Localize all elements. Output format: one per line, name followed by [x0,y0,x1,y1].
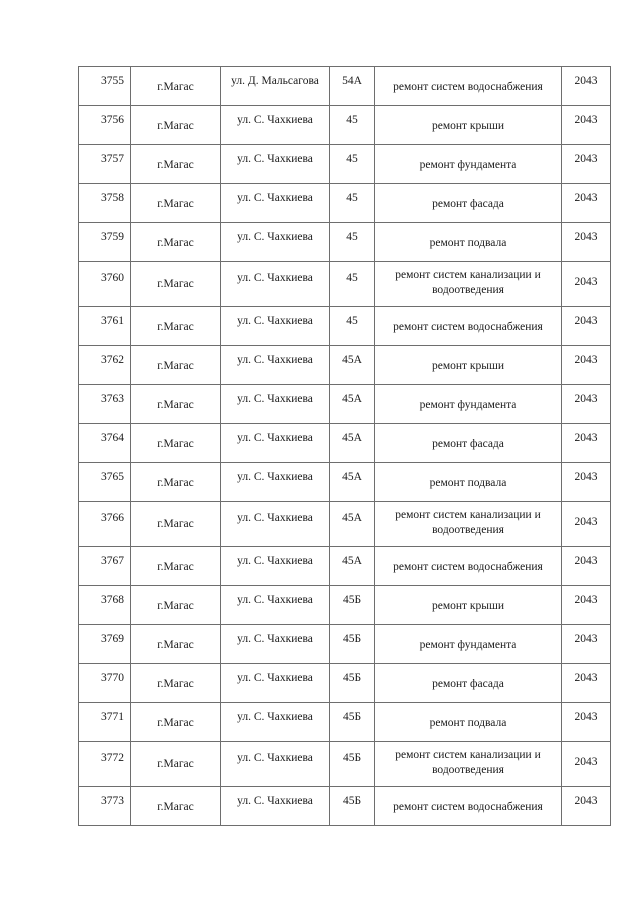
street: ул. С. Чахкиева [237,315,313,327]
city: г.Магас [157,399,194,411]
table-row [79,346,611,385]
year: 2043 [574,594,598,606]
city-cell [131,625,221,664]
house-number: 45 [346,231,358,243]
table-row [79,502,611,547]
row-number-cell [79,145,131,184]
city-cell [131,67,221,106]
work-type: ремонт систем водоснабжения [393,321,543,333]
year: 2043 [574,756,598,768]
table-row [79,262,611,307]
house-number: 54А [342,75,362,87]
house-number: 45Б [342,711,362,723]
work-type-cell [375,625,562,664]
year: 2043 [574,231,598,243]
street-cell [221,463,330,502]
city: г.Магас [157,801,194,813]
row-number-cell [79,703,131,742]
street: ул. С. Чахкиева [237,114,313,126]
year-cell [562,547,611,586]
street-cell [221,547,330,586]
year: 2043 [574,153,598,165]
city-cell [131,223,221,262]
row-number-cell [79,307,131,346]
row-number-cell [79,184,131,223]
year: 2043 [574,114,598,126]
street-cell [221,106,330,145]
table-row [79,742,611,787]
year-cell [562,385,611,424]
city: г.Магас [157,438,194,450]
city-cell [131,586,221,625]
row-number: 3758 [101,192,124,204]
street-cell [221,625,330,664]
city: г.Магас [157,717,194,729]
house-cell [330,664,375,703]
row-number: 3769 [101,633,124,645]
city: г.Магас [157,678,194,690]
table-row [79,223,611,262]
city: г.Магас [157,639,194,651]
house-cell [330,625,375,664]
city-cell [131,664,221,703]
city-cell [131,262,221,307]
work-type: ремонт фасада [432,438,504,450]
work-type-cell [375,223,562,262]
row-number-cell [79,106,131,145]
work-type: ремонт крыши [431,360,504,372]
table-row [79,106,611,145]
house-number: 45 [346,114,358,126]
house-cell [330,106,375,145]
work-type: ремонт систем канализации и водоотведения [395,269,541,296]
street-cell [221,664,330,703]
city: г.Магас [157,758,194,770]
year-cell [562,346,611,385]
table-row [79,547,611,586]
work-type-cell [375,145,562,184]
city: г.Магас [157,81,194,93]
street: ул. С. Чахкиева [237,711,313,723]
city-cell [131,184,221,223]
city-cell [131,787,221,826]
city-cell [131,742,221,787]
work-type: ремонт систем канализации и водоотведения [395,749,541,776]
work-type: ремонт систем канализации и водоотведения [395,509,541,536]
city-cell [131,145,221,184]
row-number: 3757 [101,153,124,165]
year-cell [562,664,611,703]
row-number-cell [79,385,131,424]
year: 2043 [574,192,598,204]
house-number: 45А [342,555,362,567]
table-row [79,307,611,346]
street: ул. С. Чахкиева [237,354,313,366]
year-cell [562,184,611,223]
city-cell [131,502,221,547]
street-cell [221,787,330,826]
house-cell [330,67,375,106]
work-type-cell [375,703,562,742]
house-cell [330,547,375,586]
house-number: 45Б [342,633,362,645]
table-row [79,586,611,625]
table-row [79,385,611,424]
house-cell [330,424,375,463]
row-number: 3764 [101,432,124,444]
row-number-cell [79,223,131,262]
city: г.Магас [157,198,194,210]
work-type-cell [375,502,562,547]
work-type-cell [375,307,562,346]
row-number-cell [79,424,131,463]
work-type: ремонт фундамента [419,639,517,651]
house-cell [330,307,375,346]
year-cell [562,307,611,346]
house-number: 45А [342,432,362,444]
row-number: 3773 [101,795,124,807]
house-cell [330,787,375,826]
city: г.Магас [157,321,194,333]
house-number: 45А [342,471,362,483]
city-cell [131,547,221,586]
city: г.Магас [157,159,194,171]
city: г.Магас [157,237,194,249]
city: г.Магас [157,561,194,573]
house-number: 45 [346,192,358,204]
house-cell [330,262,375,307]
work-type: ремонт фасада [432,678,504,690]
street-cell [221,307,330,346]
table-row [79,787,611,826]
table-row [79,664,611,703]
house-cell [330,586,375,625]
table-row [79,424,611,463]
street: ул. Д. Мальсагова [231,75,319,87]
row-number-cell [79,463,131,502]
street-cell [221,385,330,424]
city: г.Магас [157,477,194,489]
year: 2043 [574,633,598,645]
street: ул. С. Чахкиева [237,471,313,483]
city: г.Магас [157,120,194,132]
row-number-cell [79,664,131,703]
table-row [79,703,611,742]
row-number: 3766 [101,512,124,524]
row-number: 3770 [101,672,124,684]
street-cell [221,586,330,625]
house-cell [330,385,375,424]
work-type-cell [375,346,562,385]
year-cell [562,67,611,106]
row-number: 3765 [101,471,124,483]
row-number: 3768 [101,594,124,606]
street: ул. С. Чахкиева [237,752,313,764]
house-number: 45 [346,315,358,327]
house-number: 45Б [342,594,362,606]
work-type-cell [375,262,562,307]
work-type-cell [375,664,562,703]
house-number: 45 [346,153,358,165]
city-cell [131,346,221,385]
street-cell [221,502,330,547]
work-type: ремонт подвала [429,717,507,729]
work-type: ремонт систем водоснабжения [393,561,543,573]
city-cell [131,307,221,346]
work-type: ремонт крыши [431,120,504,132]
year-cell [562,424,611,463]
city: г.Магас [157,518,194,530]
work-type: ремонт фундамента [419,159,517,171]
house-cell [330,463,375,502]
work-type: ремонт подвала [429,237,507,249]
year-cell [562,586,611,625]
house-number: 45 [346,272,358,284]
year-cell [562,502,611,547]
year: 2043 [574,315,598,327]
table-row [79,625,611,664]
table-row [79,67,611,106]
city: г.Магас [157,360,194,372]
row-number: 3755 [101,75,124,87]
work-type-cell [375,424,562,463]
street: ул. С. Чахкиева [237,795,313,807]
year-cell [562,787,611,826]
year: 2043 [574,672,598,684]
row-number-cell [79,502,131,547]
work-type-cell [375,586,562,625]
house-number: 45А [342,354,362,366]
year-cell [562,262,611,307]
row-number-cell [79,262,131,307]
city-cell [131,385,221,424]
street-cell [221,424,330,463]
work-type-cell [375,385,562,424]
year: 2043 [574,75,598,87]
table-row [79,184,611,223]
house-cell [330,223,375,262]
year-cell [562,463,611,502]
row-number: 3771 [101,711,124,723]
work-type-cell [375,787,562,826]
street: ул. С. Чахкиева [237,555,313,567]
row-number: 3767 [101,555,124,567]
year: 2043 [574,276,598,288]
row-number: 3759 [101,231,124,243]
street: ул. С. Чахкиева [237,153,313,165]
work-type-cell [375,67,562,106]
street-cell [221,262,330,307]
work-type-cell [375,742,562,787]
work-type: ремонт подвала [429,477,507,489]
year-cell [562,106,611,145]
row-number-cell [79,625,131,664]
table-row [79,145,611,184]
house-cell [330,145,375,184]
year: 2043 [574,516,598,528]
house-cell [330,502,375,547]
year-cell [562,223,611,262]
street: ул. С. Чахкиева [237,432,313,444]
repair-schedule-table [78,66,611,826]
year: 2043 [574,555,598,567]
house-cell [330,703,375,742]
street-cell [221,346,330,385]
work-type: ремонт фундамента [419,399,517,411]
work-type-cell [375,463,562,502]
year: 2043 [574,432,598,444]
row-number-cell [79,742,131,787]
table-row [79,463,611,502]
year: 2043 [574,795,598,807]
year: 2043 [574,471,598,483]
row-number-cell [79,787,131,826]
work-type-cell [375,547,562,586]
street-cell [221,703,330,742]
city-cell [131,463,221,502]
house-number: 45А [342,512,362,524]
row-number: 3763 [101,393,124,405]
street: ул. С. Чахкиева [237,512,313,524]
city: г.Магас [157,600,194,612]
street: ул. С. Чахкиева [237,633,313,645]
row-number: 3760 [101,272,124,284]
work-type-cell [375,184,562,223]
house-number: 45Б [342,795,362,807]
street: ул. С. Чахкиева [237,272,313,284]
city-cell [131,424,221,463]
row-number-cell [79,586,131,625]
street: ул. С. Чахкиева [237,393,313,405]
work-type: ремонт систем водоснабжения [393,81,543,93]
year-cell [562,742,611,787]
house-cell [330,184,375,223]
row-number-cell [79,346,131,385]
street-cell [221,742,330,787]
year-cell [562,145,611,184]
row-number: 3762 [101,354,124,366]
street: ул. С. Чахкиева [237,231,313,243]
row-number: 3761 [101,315,124,327]
row-number-cell [79,547,131,586]
city-cell [131,703,221,742]
street-cell [221,184,330,223]
year: 2043 [574,354,598,366]
year: 2043 [574,711,598,723]
year-cell [562,703,611,742]
work-type: ремонт крыши [431,600,504,612]
street: ул. С. Чахкиева [237,192,313,204]
row-number: 3756 [101,114,124,126]
work-type: ремонт систем водоснабжения [393,801,543,813]
street-cell [221,223,330,262]
street-cell [221,67,330,106]
year-cell [562,625,611,664]
street-cell [221,145,330,184]
work-type-cell [375,106,562,145]
house-cell [330,346,375,385]
row-number: 3772 [101,752,124,764]
city-cell [131,106,221,145]
house-number: 45А [342,393,362,405]
year: 2043 [574,393,598,405]
row-number-cell [79,67,131,106]
house-number: 45Б [342,752,362,764]
street: ул. С. Чахкиева [237,672,313,684]
street: ул. С. Чахкиева [237,594,313,606]
city: г.Магас [157,278,194,290]
house-number: 45Б [342,672,362,684]
house-cell [330,742,375,787]
work-type: ремонт фасада [432,198,504,210]
